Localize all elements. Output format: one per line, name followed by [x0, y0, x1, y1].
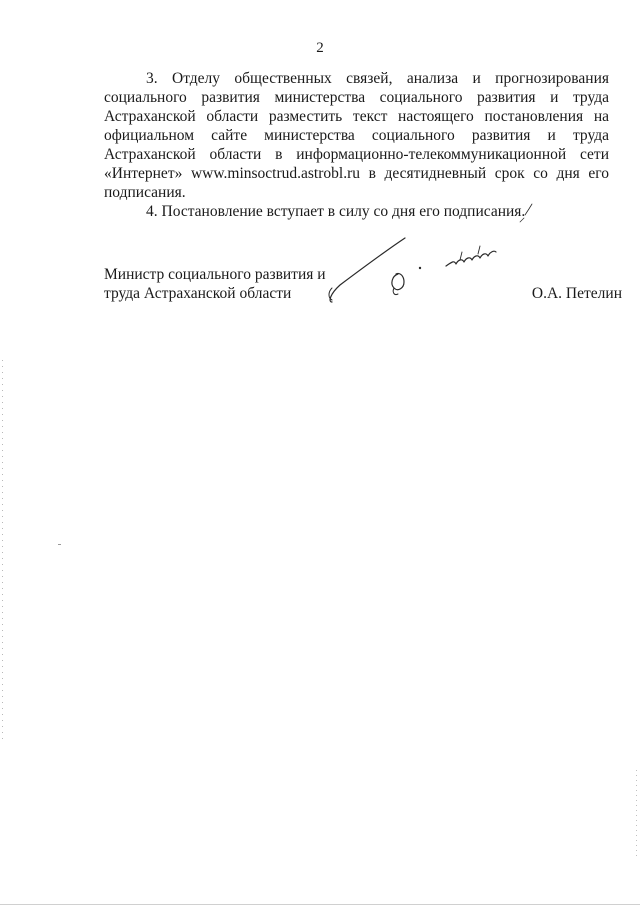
signatory-name: О.А. Петелин: [531, 285, 622, 302]
paragraph-3: 3. Отделу общественных связей, анализа и прогнозирования социального развития министерства социального развития и труда Астраханской области разместить текст настоящего постановления на официальном сайте министерства социального развития и труда Астраханской области в информационно-телекоммуникационной сети «Интернет» www.minsoctrud.astrobl.ru в десятидневный срок со дня его подписания.: [104, 70, 609, 201]
scan-edge-artifact-right: [636, 770, 637, 860]
signatory-title: [104, 265, 344, 303]
scan-speck: [58, 544, 61, 545]
scan-edge-artifact-left: [2, 360, 3, 740]
handwritten-signature: [320, 190, 550, 320]
paragraph-4: 4. Постановление вступает в силу со дня его подписания.: [146, 203, 526, 220]
signatory-title-line-1: Министр социального развития и: [104, 266, 326, 283]
signatory-title-line-2: труда Астраханской области: [104, 285, 292, 302]
page-number: 2: [316, 40, 324, 56]
